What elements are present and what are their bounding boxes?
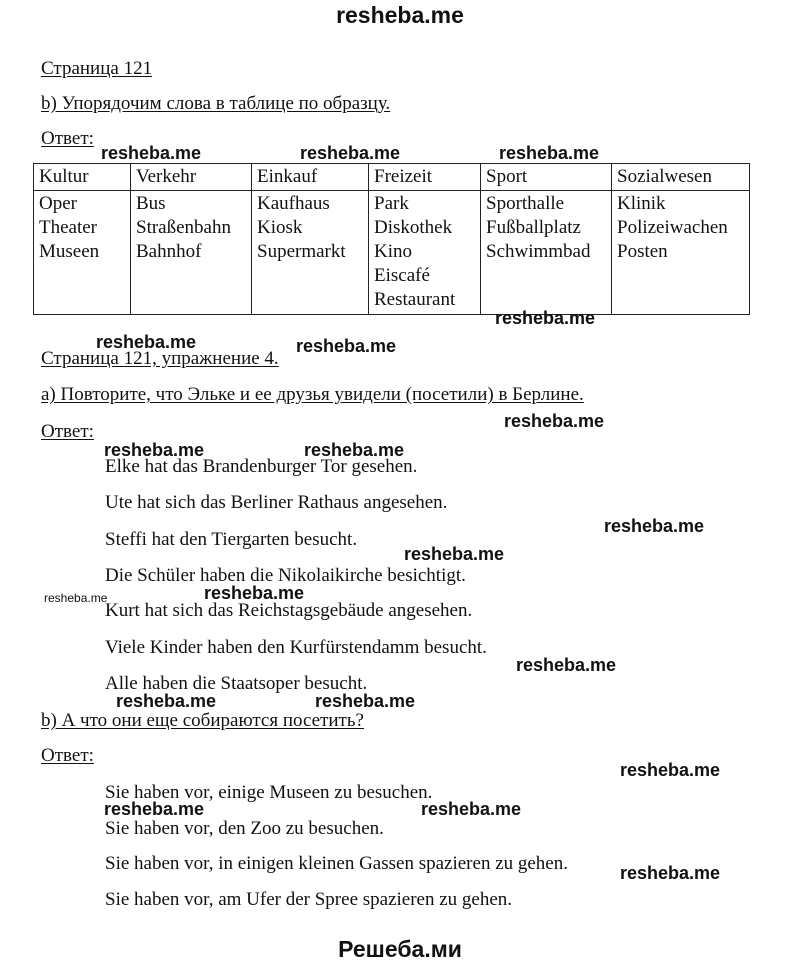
table-cell-einkauf xyxy=(252,191,369,315)
table-word: Kiosk xyxy=(257,217,303,238)
table-word: Kaufhaus xyxy=(257,193,330,214)
watermark: resheba.me xyxy=(300,143,401,163)
answer-label-1: Ответ: xyxy=(41,128,94,149)
watermark: resheba.me xyxy=(296,336,397,356)
watermark: resheba.me xyxy=(304,440,405,460)
watermark-small: resheba.me xyxy=(44,591,108,605)
sentence: Steffi hat den Tiergarten besucht. xyxy=(105,529,358,550)
sentence: Kurt hat sich das Reichstagsgebäude angesehen. xyxy=(105,600,473,621)
answer-label-3: Ответ: xyxy=(41,745,94,766)
sentence: Sie haben vor, am Ufer der Spree spazieren zu gehen. xyxy=(105,889,513,910)
table-header-row xyxy=(34,164,750,191)
watermark: resheba.me xyxy=(604,516,705,536)
table-word: Straßenbahn xyxy=(136,217,231,238)
sentence: Sie haben vor, den Zoo zu besuchen. xyxy=(105,818,384,839)
table-header: Freizeit xyxy=(369,164,481,191)
table-cell-sport xyxy=(481,191,612,315)
watermark: resheba.me xyxy=(495,308,596,328)
table-word: Museen xyxy=(39,241,100,262)
task-b-table: b) Упорядочим слова в таблице по образцу. xyxy=(41,93,391,114)
watermark: resheba.me xyxy=(104,440,205,460)
table-header: Einkauf xyxy=(252,164,369,191)
watermark: resheba.me xyxy=(421,799,522,819)
table-cell-verkehr xyxy=(131,191,252,315)
table-word: Eiscafé xyxy=(374,265,430,286)
watermark: resheba.me xyxy=(116,691,217,711)
table-word: Supermarkt xyxy=(257,241,346,262)
table-word: Park xyxy=(374,193,409,214)
table-header: Kultur xyxy=(34,164,131,191)
table-row xyxy=(34,191,750,315)
table-cell-freizeit xyxy=(369,191,481,315)
sentence: Ute hat sich das Berliner Rathaus angesehen. xyxy=(105,492,448,513)
watermark: resheba.me xyxy=(104,799,205,819)
site-footer-title: Решеба.ми xyxy=(338,936,462,962)
sentence: Viele Kinder haben den Kurfürstendamm besucht. xyxy=(105,637,487,658)
watermark: resheba.me xyxy=(499,143,600,163)
table-word: Klinik xyxy=(617,193,666,214)
sentence: Die Schüler haben die Nikolaikirche besichtigt. xyxy=(105,565,466,586)
page-label-121: Страница 121 xyxy=(41,58,153,79)
table-word: Bahnhof xyxy=(136,241,202,262)
table-word: Kino xyxy=(374,241,412,262)
table-word: Posten xyxy=(617,241,668,262)
table-word: Fußballplatz xyxy=(486,217,581,238)
watermark: resheba.me xyxy=(620,863,721,883)
table-word: Polizeiwachen xyxy=(617,217,728,238)
sentence: Sie haben vor, in einigen kleinen Gassen spazieren zu gehen. xyxy=(105,853,568,874)
sentence: Sie haben vor, einige Museen zu besuchen. xyxy=(105,782,433,803)
task-a-berlin: а) Повторите, что Эльке и ее друзья увидели (посетили) в Берлине. xyxy=(41,384,584,405)
page-label-exercise-4: Страница 121, упражнение 4. xyxy=(41,348,279,369)
task-b-plans: b) А что они еще собираются посетить? xyxy=(41,710,364,731)
table-word: Diskothek xyxy=(374,217,453,238)
answer-label-2: Ответ: xyxy=(41,421,94,442)
watermark: resheba.me xyxy=(620,760,721,780)
watermark: resheba.me xyxy=(516,655,617,675)
watermark: resheba.me xyxy=(315,691,416,711)
table-header: Sozialwesen xyxy=(612,164,750,191)
sentence: Elke hat das Brandenburger Tor gesehen. xyxy=(105,456,418,477)
word-table xyxy=(33,163,750,315)
table-word: Sporthalle xyxy=(486,193,565,214)
table-header: Verkehr xyxy=(131,164,252,191)
table-word: Bus xyxy=(136,193,166,214)
watermark: resheba.me xyxy=(96,332,197,352)
table-cell-kultur xyxy=(34,191,131,315)
table-word: Theater xyxy=(39,217,98,238)
watermark: resheba.me xyxy=(504,411,605,431)
table-word: Schwimmbad xyxy=(486,241,591,262)
table-cell-sozialwesen xyxy=(612,191,750,315)
table-word: Oper xyxy=(39,193,77,214)
site-title: resheba.me xyxy=(336,2,464,28)
table-word: Restaurant xyxy=(374,289,456,310)
table-header: Sport xyxy=(481,164,612,191)
watermark: resheba.me xyxy=(101,143,202,163)
sentence: Alle haben die Staatsoper besucht. xyxy=(105,673,368,694)
watermark: resheba.me xyxy=(404,544,505,564)
watermark: resheba.me xyxy=(204,583,305,603)
